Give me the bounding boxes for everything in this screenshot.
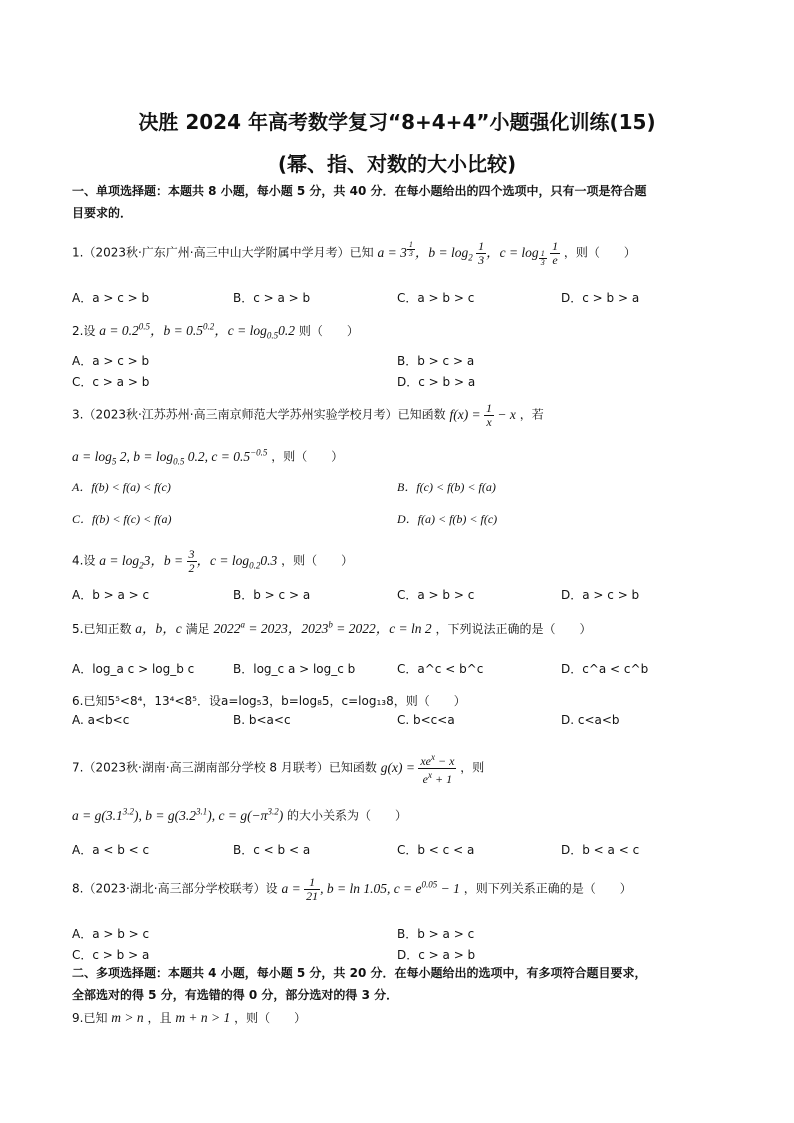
title-line-1: 决胜 2024 年高考数学复习“8+4+4”小题强化训练(15) [138,110,656,134]
section-2-line-1: 二、多项选择题：本题共 4 小题，每小题 5 分，共 20 分．在每小题给出的选项中，有多项符合题目要求， [72,966,647,980]
q6-option-b[interactable]: B. b<a<c [233,713,291,727]
section-2-heading [72,962,646,1006]
q4-formula: $a = \log_23$，b = $\frac{3}{2}$ ，$c = \log_{0.2}0.3$ [99,547,278,575]
q9-suffix: ，则（ ） [234,1011,307,1025]
question-5 [72,617,592,637]
q6-option-d[interactable]: D. c<a<b [561,713,620,727]
question-2 [72,319,359,341]
question-3-line-2 [72,447,343,466]
q7-option-a[interactable]: A．a < b < c [72,843,150,857]
q4-option-a[interactable]: A．b > a > c [72,588,150,602]
q9-prefix: 9.已知 [72,1011,108,1025]
q5-formula: $2022^a = 2023$，$2023^b = 2022$，c = ln 2 [213,619,432,636]
q3-line2-suffix: ，则（ ） [271,449,344,464]
q5-text-a: 5.已知正数 [72,622,132,636]
q8-option-c[interactable]: C．c > b > a [72,948,150,962]
question-6: 6.已知5⁵<8⁴，13⁴<8⁵．设a=log₅3，b=log₈5，c=log₁₃8，则（ ） [72,694,466,708]
q1-option-c[interactable]: C．a > b > c [397,291,475,305]
section-2-line-2: 全部选对的得 5 分，有选错的得 0 分，部分选对的得 3 分． [72,988,399,1002]
q7-option-d[interactable]: D．b < a < c [561,843,640,857]
q9-middle: ，且 [147,1011,172,1025]
q4-prefix: 4.设 [72,553,96,568]
q2-option-a[interactable]: A．a > c > b [72,354,150,368]
q2-option-d[interactable]: D．c > b > a [397,375,476,389]
q9-cond-2: m + n > 1 [175,1010,231,1025]
q3-option-a[interactable]: A．f(b) < f(a) < f(c) [72,480,171,494]
q1-suffix: ，则（ ） [563,245,636,260]
q6-option-a[interactable]: A. a<b<c [72,713,130,727]
q2-suffix: 则（ ） [298,324,359,338]
q8-option-a[interactable]: A．a > b > c [72,927,150,941]
q3-suffix: ，若 [519,407,544,422]
q4-option-b[interactable]: B．b > c > a [233,588,311,602]
q2-option-c[interactable]: C．c > a > b [72,375,150,389]
q8-prefix: 8.（2023·湖北·高三部分学校联考）设 [72,881,278,896]
q1-formula: a = 3 $^{\frac{1}{3}}$ ，$b = \log_2$ $\frac{1}{3}$ ，c = log $_{\frac{1}{3}}$ $\frac{1}{e}$ [377,239,559,267]
q7-values: $a = g(3.1^{3.2})$, $b = g(3.2^{3.1})$, $c = g(-\pi^{3.2})$ [72,806,284,823]
title-line-2: (幂、指、对数的大小比较) [277,152,517,176]
q3-values: $a = \log_5 2$, $b = \log_{0.5} 0.2$, $c = 0.5^{-0.5}$ [72,447,268,467]
q7-option-b[interactable]: B．c < b < a [233,843,311,857]
q4-option-d[interactable]: D．a > c > b [561,588,640,602]
q7-option-c[interactable]: C．b < c < a [397,843,475,857]
q4-option-c[interactable]: C．a > b > c [397,588,475,602]
q5-vars: a，b，c [135,621,182,636]
q2-prefix: 2.设 [72,324,96,338]
q5-text-b: 满足 [185,622,210,636]
q2-formula: $a = 0.2^{0.5}$，$b = 0.5^{0.2}$，$c = \log_{0.5}0.2$ [99,321,296,341]
q5-text-c: ，下列说法正确的是（ ） [435,622,592,636]
question-1 [72,240,636,267]
q3-prefix: 3.（2023秋·江苏苏州·高三南京师范大学苏州实验学校月考）已知函数 [72,407,446,422]
q2-option-b[interactable]: B．b > c > a [397,354,475,368]
q5-option-b[interactable]: B．log_c a > log_c b [233,662,356,676]
question-8 [72,876,632,903]
q5-option-a[interactable]: A．log_a c > log_b c [72,662,195,676]
q5-option-c[interactable]: C．a^c < b^c [397,662,484,676]
q6-option-c[interactable]: C. b<c<a [397,713,455,727]
question-7-line-2 [72,806,407,824]
section-1-line-2: 目要求的． [72,206,133,220]
q8-suffix: ，则下列关系正确的是（ ） [463,881,632,896]
q1-option-b[interactable]: B．c > a > b [233,291,311,305]
q7-function: g(x) = $\frac{xe^x - x}{e^x + 1}$ [380,752,455,786]
q1-option-a[interactable]: A．a > c > b [72,291,150,305]
q7-line2-suffix: 的大小关系为（ ） [287,808,408,823]
q4-suffix: ，则（ ） [281,553,354,568]
section-1-line-1: 一、单项选择题：本题共 8 小题，每小题 5 分，共 40 分．在每小题给出的四个选项中，只有一项是符合题 [72,184,647,198]
q8-formula: a = $\frac{1}{21}$ , b = ln 1.05, $c = e^{0.05} - 1$ [281,875,460,903]
q8-option-d[interactable]: D．c > a > b [397,948,476,962]
q7-prefix: 7.（2023秋·湖南·高三湖南部分学校 8 月联考）已知函数 [72,760,377,775]
question-3 [72,402,544,429]
q1-option-d[interactable]: D．c > b > a [561,291,640,305]
q3-option-c[interactable]: C．f(b) < f(c) < f(a) [72,512,172,526]
q7-suffix: ，则 [460,760,485,775]
question-9 [72,1009,306,1026]
q3-option-b[interactable]: B．f(c) < f(b) < f(a) [397,480,496,494]
question-7 [72,751,484,786]
section-1-heading [72,180,646,224]
q1-prefix: 1.（2023秋·广东广州·高三中山大学附属中学月考）已知 [72,245,374,260]
q8-option-b[interactable]: B．b > a > c [397,927,475,941]
question-4 [72,548,353,575]
q3-function: f(x) = $\frac{1}{x}$ − x [449,401,516,429]
q9-cond-1: m > n [111,1010,144,1025]
q5-option-d[interactable]: D．c^a < c^b [561,662,649,676]
q3-option-d[interactable]: D．f(a) < f(b) < f(c) [397,512,498,526]
